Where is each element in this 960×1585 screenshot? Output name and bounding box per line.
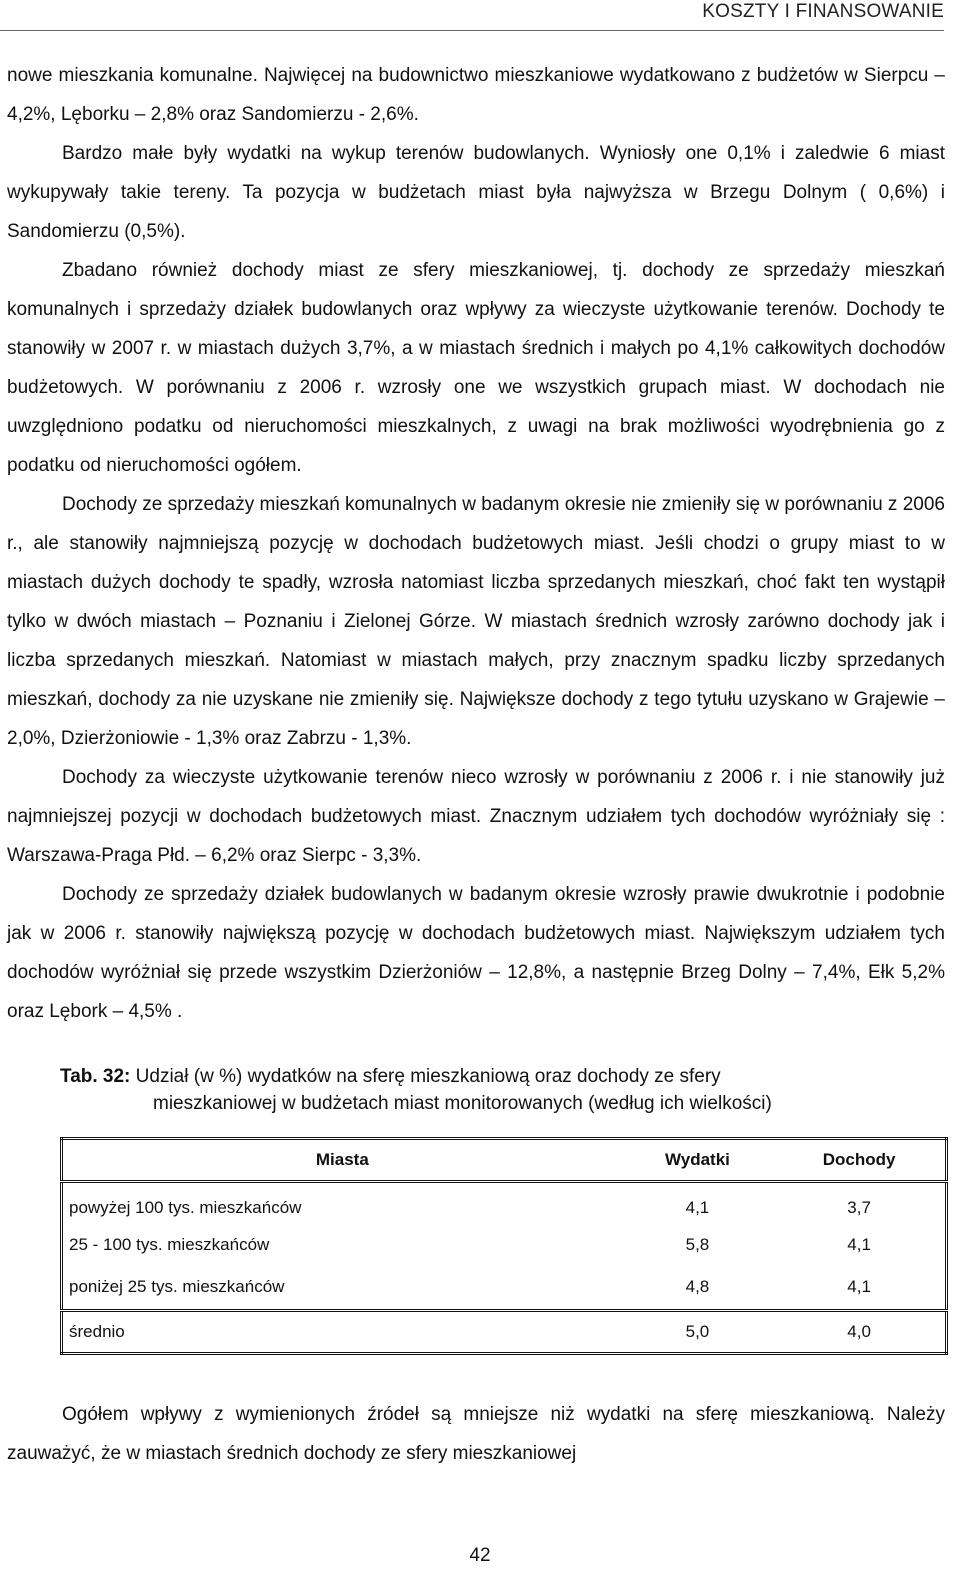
- dochody-cell: 4,1: [847, 1277, 871, 1296]
- wydatki-cell: 4,8: [685, 1277, 710, 1296]
- header-cell-wydatki: Wydatki: [622, 1139, 773, 1182]
- table-row: [62, 1182, 947, 1227]
- average-label: średnio: [62, 1311, 622, 1354]
- table-header-row: [62, 1139, 947, 1182]
- paragraph-after-table: Ogółem wpływy z wymienionych źródeł są mniejsze niż wydatki na sferę mieszkaniową. Należy zauważyć, że w miastach średnich dochody ze sfery mieszkaniowej: [7, 1404, 945, 1464]
- paragraph-5: Dochody za wieczyste użytkowanie terenów nieco wzrosły w porównaniu z 2006 r. i nie stanowiły już najmniejszej pozycji w dochodach budżetowych miast. Znacznym udziałem tych dochodów wyróżniały się : Warszawa-Praga Płd. – 6,2% oraz Sierpc - 3,3%.: [7, 767, 945, 866]
- dochody-cell: 4,1: [847, 1234, 871, 1254]
- row-label: powyżej 100 tys. mieszkańców: [69, 1197, 302, 1217]
- data-table: [60, 1137, 948, 1355]
- header-cell-dochody: Dochody: [773, 1139, 946, 1182]
- page-content: [7, 56, 945, 1473]
- table-row: [62, 1263, 947, 1311]
- paragraph-2: Bardzo małe były wydatki na wykup terenów budowlanych. Wyniosły one 0,1% i zaledwie 6 miast wykupywały takie tereny. Ta pozycja w budżetach miast była najwyższa w Brzegu Dolnym ( 0,6%) i Sandomierzu (0,5%).: [7, 143, 945, 242]
- running-header: [0, 0, 944, 31]
- table-row: [62, 1226, 947, 1263]
- table-caption: [60, 1063, 945, 1117]
- table-label: Tab. 32:: [60, 1066, 131, 1087]
- header-cell-miasta: Miasta: [62, 1139, 622, 1182]
- table-caption-line-2: mieszkaniowej w budżetach miast monitorowanych (według ich wielkości): [153, 1093, 772, 1114]
- table-caption-line-1: Udział (w %) wydatków na sferę mieszkaniową oraz dochody ze sfery: [135, 1066, 721, 1087]
- table-average-row: [62, 1311, 947, 1354]
- paragraph-4: Dochody ze sprzedaży mieszkań komunalnych w badanym okresie nie zmieniły się w porównaniu z 2006 r., ale stanowiły najmniejszą pozycję w dochodach budżetowych miast. Jeśli chodzi o grupy miast to w miastach dużych dochody te spadły, wzrosła natomiast liczba sprzedanych mieszkań, choć fakt ten wystąpił tylko w dwóch miastach – Poznaniu i Zielonej Górze. W miastach średnich wzrosły zarówno dochody jak i liczba sprzedanych mieszkań. Natomiast w miastach małych, przy znacznym spadku liczby sprzedanych mieszkań, dochody za nie uzyskane nie zmieniły się. Największe dochody z tego tytułu uzyskano w Grajewie – 2,0%, Dzierżoniowie - 1,3% oraz Zabrzu - 1,3%.: [7, 494, 945, 749]
- page-number: 42: [469, 1545, 491, 1566]
- paragraph-1: nowe mieszkania komunalne. Najwięcej na budownictwo mieszkaniowe wydatkowano z budżetów w Sierpcu – 4,2%, Lęborku – 2,8% oraz Sandomierzu - 2,6%.: [7, 65, 945, 125]
- wydatki-cell: 5,8: [685, 1234, 710, 1254]
- row-label: 25 - 100 tys. mieszkańców: [69, 1234, 270, 1254]
- wydatki-cell: 4,1: [685, 1197, 710, 1217]
- paragraph-6: Dochody ze sprzedaży działek budowlanych w badanym okresie wzrosły prawie dwukrotnie i podobnie jak w 2006 r. stanowiły największą pozycję w dochodach budżetowych miast. Największym udziałem tych dochodów wyróżniał się przede wszystkim Dzierżoniów – 12,8%, a następnie Brzeg Dolny – 7,4%, Ełk 5,2% oraz Lębork – 4,5% .: [7, 884, 945, 1022]
- row-label: poniżej 25 tys. mieszkańców: [69, 1277, 285, 1296]
- average-wydatki: 5,0: [622, 1311, 773, 1354]
- header-title: KOSZTY I FINANSOWANIE: [702, 1, 944, 22]
- dochody-cell: 3,7: [847, 1197, 871, 1217]
- paragraph-3: Zbadano również dochody miast ze sfery mieszkaniowej, tj. dochody ze sprzedaży mieszkań komunalnych i sprzedaży działek budowlanych oraz wpływy za wieczyste użytkowanie terenów. Dochody te stanowiły w 2007 r. w miastach dużych 3,7%, a w miastach średnich i małych po 4,1% całkowitych dochodów budżetowych. W porównaniu z 2006 r. wzrosły one we wszystkich grupach miast. W dochodach nie uwzględniono podatku od nieruchomości mieszkalnych, z uwagi na brak możliwości wyodrębnienia go z podatku od nieruchomości ogółem.: [7, 260, 945, 476]
- average-dochody: 4,0: [773, 1311, 946, 1354]
